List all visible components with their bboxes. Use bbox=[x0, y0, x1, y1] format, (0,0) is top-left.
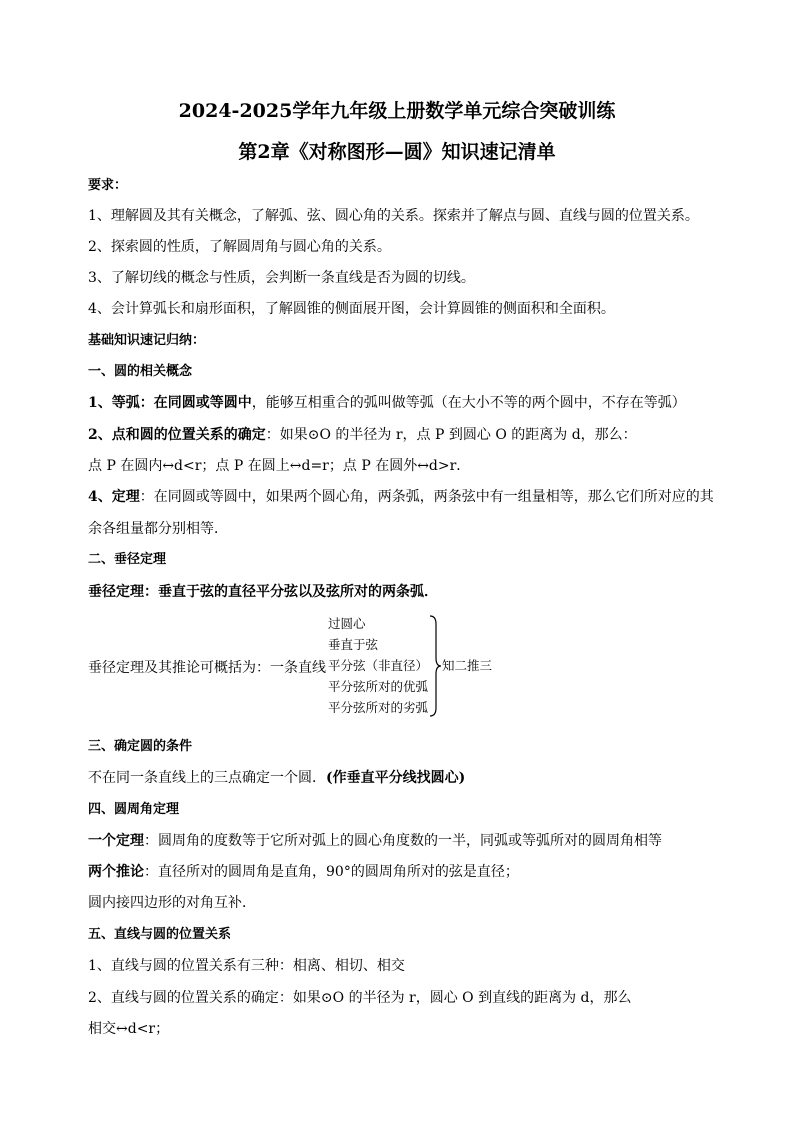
brace-suffix: 知二推三 bbox=[442, 658, 493, 673]
requirement-item-4: 4、会计算弧长和扇形面积，了解圆锥的侧面展开图，会计算圆锥的侧面积和全面积。 bbox=[88, 301, 615, 317]
item-1-definition: ，能够互相重合的弧叫做等弧（在大小不等的两个圆中，不存在等弧） bbox=[251, 395, 686, 411]
brace-item-2: 垂直于弦 bbox=[328, 637, 379, 652]
item-4-term: 4、定理 bbox=[88, 489, 140, 505]
one-theorem-label: 一个定理 bbox=[88, 833, 144, 849]
section-4-heading: 四、圆周角定理 bbox=[88, 802, 180, 817]
document-title: 2024-2025学年九年级上册数学单元综合突破训练 bbox=[178, 100, 616, 122]
requirement-item-3: 3、了解切线的概念与性质，会判断一条直线是否为圆的切线。 bbox=[88, 270, 475, 286]
item-1-term: 1、等弧：在同圆或等圆中 bbox=[88, 395, 252, 411]
brace-item-1: 过圆心 bbox=[328, 616, 366, 631]
section-1-item-4-line-2: 余各组量都分别相等． bbox=[88, 521, 228, 537]
section-1-item-1 bbox=[88, 393, 686, 413]
requirements-label: 要求： bbox=[88, 178, 128, 193]
section-5-heading: 五、直线与圆的位置关系 bbox=[88, 927, 232, 942]
brace-item-4: 平分弦所对的优弧 bbox=[328, 679, 429, 694]
section-4-two-corollaries bbox=[88, 862, 519, 882]
one-theorem-text: ：圆周角的度数等于它所对弧上的圆心角度数的一半，同弧或等弧所对的圆周角相等 bbox=[144, 833, 662, 849]
section-3-note: (作垂直平分线找圆心) bbox=[326, 770, 466, 786]
section-1-item-2 bbox=[88, 425, 637, 445]
section-5-item-1: 1、直线与圆的位置关系有三种：相离、相切、相交 bbox=[88, 958, 405, 974]
item-2-term: 2、点和圆的位置关系的确定 bbox=[88, 427, 266, 443]
section-1-heading: 一、圆的相关概念 bbox=[88, 364, 193, 379]
section-5-item-3: 相交↔d<r； bbox=[88, 1021, 170, 1037]
brace-item-3: 平分弦（非直径） bbox=[328, 658, 429, 673]
section-4-line-3: 圆内接四边形的对角互补． bbox=[88, 895, 256, 911]
two-corollaries-label: 两个推论 bbox=[88, 864, 144, 880]
section-1-item-2-line-2: 点 P 在圆内↔d<r；点 P 在圆上↔d=r；点 P 在圆外↔d>r． bbox=[88, 458, 471, 474]
item-2-definition: ：如果⊙O 的半径为 r，点 P 到圆心 O 的距离为 d，那么： bbox=[265, 427, 637, 443]
requirement-item-1: 1、理解圆及其有关概念，了解弧、弦、圆心角的关系。探索并了解点与圆、直线与圆的位置关系。 bbox=[88, 208, 699, 224]
section-1-item-4 bbox=[88, 487, 714, 507]
document-subtitle: 第2章《对称图形—圆》知识速记清单 bbox=[238, 141, 556, 163]
section-2-summary-prefix: 垂径定理及其推论可概括为：一条直线 bbox=[88, 660, 326, 676]
requirement-item-2: 2、探索圆的性质，了解圆周角与圆心角的关系。 bbox=[88, 239, 391, 255]
summary-label: 基础知识速记归纳： bbox=[88, 333, 206, 348]
section-3-statement: 不在同一条直线上的三点确定一个圆． bbox=[88, 770, 326, 786]
section-2-theorem: 垂径定理：垂直于弦的直径平分弦以及弦所对的两条弧． bbox=[88, 584, 438, 600]
two-corollaries-text: ：直径所对的圆周角是直角，90°的圆周角所对的弦是直径； bbox=[144, 864, 519, 880]
item-4-definition: ：在同圆或等圆中，如果两个圆心角，两条弧，两条弦中有一组量相等，那么它们所对应的其 bbox=[139, 489, 714, 505]
section-4-one-theorem bbox=[88, 831, 662, 851]
right-brace-icon bbox=[428, 614, 442, 718]
section-3-heading: 三、确定圆的条件 bbox=[88, 739, 193, 754]
section-2-heading: 二、垂径定理 bbox=[88, 552, 167, 567]
section-3-text bbox=[88, 768, 465, 788]
brace-item-5: 平分弦所对的劣弧 bbox=[328, 700, 429, 715]
section-5-item-2: 2、直线与圆的位置关系的确定：如果⊙O 的半径为 r，圆心 O 到直线的距离为 d，那么 bbox=[88, 990, 632, 1006]
